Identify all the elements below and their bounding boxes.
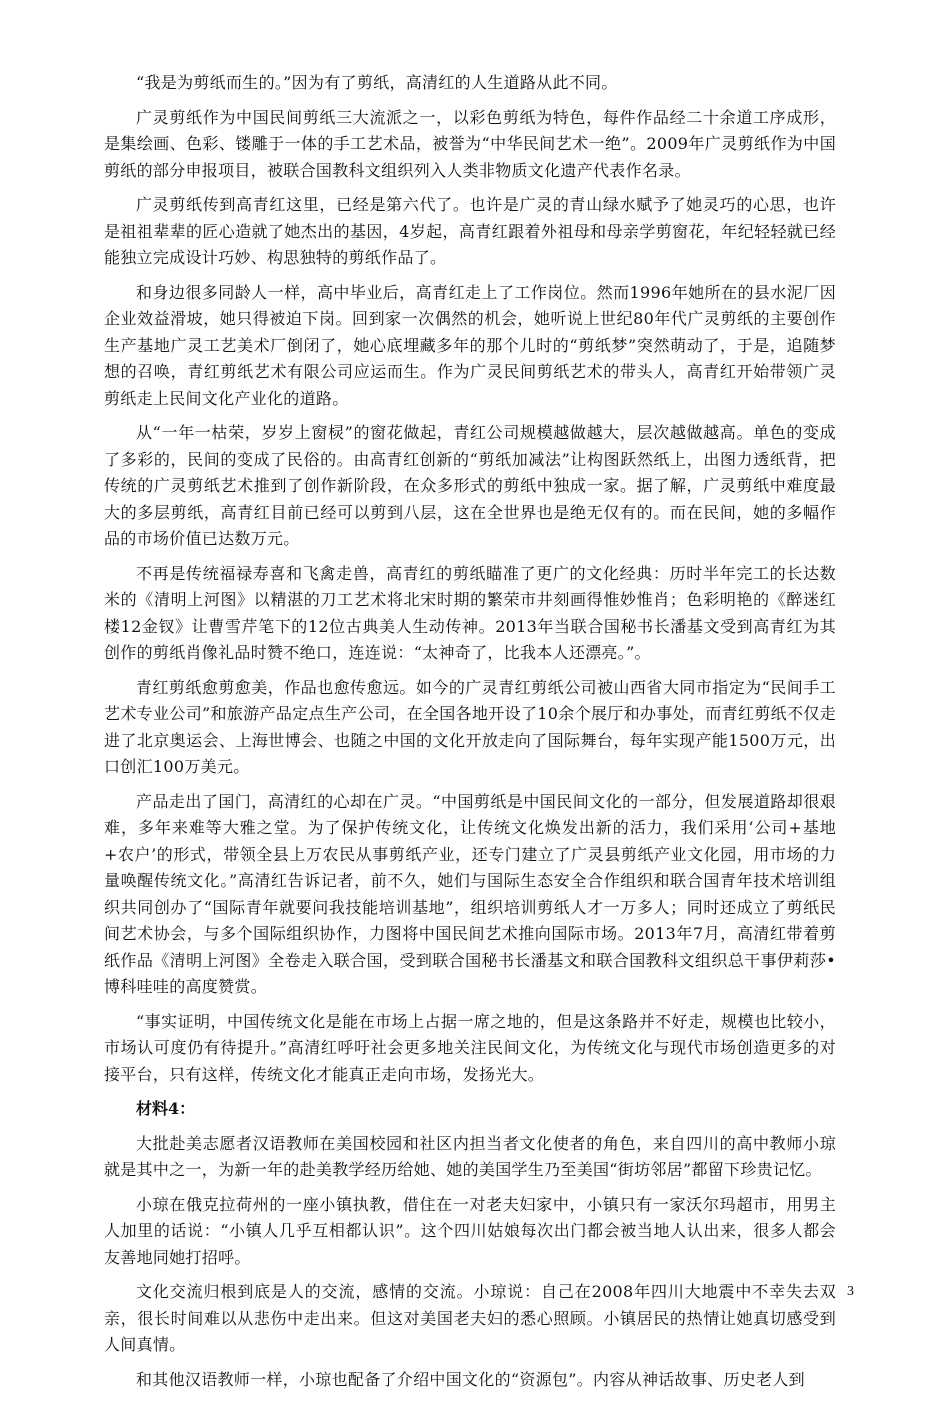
paragraph: 广灵剪纸作为中国民间剪纸三大流派之一，以彩色剪纸为特色，每件作品经二十余道工序成形，是集绘画、色彩、镂雕于一体的手工艺术品，被誉为“中华民间艺术一绝”。2009年广灵剪纸作为中国剪纸的部分申报项目，被联合国教科文组织列入人类非物质文化遗产代表作名录。 <box>104 107 836 180</box>
paragraph: 小琼在俄克拉荷州的一座小镇执教，借住在一对老夫妇家中，小镇只有一家沃尔玛超市，用男主人加里的话说：“小镇人几乎互相都认识”。这个四川姑娘每次出门都会被当地人认出来，很多人都会友善地同她打招呼。 <box>104 1194 836 1267</box>
paragraph: 青红剪纸愈剪愈美，作品也愈传愈远。如今的广灵青红剪纸公司被山西省大同市指定为“民间手工艺术专业公司”和旅游产品定点生产公司，在全国各地开设了10余个展厅和办事处，而青红剪纸不仅走进了北京奥运会、上海世博会、也随之中国的文化开放走向了国际舞台，每年实现产能1500万元，出口创汇100万美元。 <box>104 677 836 776</box>
paragraph: 文化交流归根到底是人的交流，感情的交流。小琼说：自己在2008年四川大地震中不幸失去双亲，很长时间难以从悲伤中走出来。但这对美国老夫妇的悉心照顾。小镇居民的热情让她真切感受到人间真情。 <box>104 1282 836 1354</box>
paragraph: 广灵剪纸传到高青红这里，已经是第六代了。也许是广灵的青山绿水赋予了她灵巧的心思，也许是祖祖辈辈的匠心造就了她杰出的基因，4岁起，高青红跟着外祖母和母亲学剪窗花，年纪轻轻就已经能独立完成设计巧妙、构思独特的剪纸作品了。 <box>104 195 836 267</box>
paragraph: “事实证明，中国传统文化是能在市场上占据一席之地的，但是这条路并不好走，规模也比较小，市场认可度仍有待提升。”高清红呼吁社会更多地关注民间文化，为传统文化与现代市场创造更多的对接平台，只有这样，传统文化才能真正走向市场，发扬光大。 <box>104 1011 836 1084</box>
section-heading: 材料4： <box>136 1099 196 1118</box>
paragraph: 和身边很多同龄人一样，高中毕业后，高青红走上了工作岗位。然而1996年她所在的县水泥厂因企业效益滑坡，她只得被迫下岗。回到家一次偶然的机会，她听说上世纪80年代广灵剪纸的主要创作生产基地广灵工艺美术厂倒闭了，她心底埋藏多年的那个儿时的“剪纸梦”突然萌动了，于是，追随梦想的召唤，青红剪纸艺术有限公司应运而生。作为广灵民间剪纸艺术的带头人，高青红开始带领广灵剪纸走上民间文化产业化的道路。 <box>104 282 836 408</box>
paragraph: 产品走出了国门，高清红的心却在广灵。“中国剪纸是中国民间文化的一部分，但发展道路却很艰难，多年来难等大雅之堂。为了保护传统文化，让传统文化焕发出新的活力，我们采用‘公司+基地+农户’的形式，带领全县上万农民从事剪纸产业，还专门建立了广灵县剪纸产业文化园，用市场的力量唤醒传统文化。”高清红告诉记者，前不久，她们与国际生态安全合作组织和联合国青年技术培训组织共同创办了“国际青年就要问我技能培训基地”，组织培训剪纸人才一万多人；同时还成立了剪纸民间艺术协会，与多个国际组织协作，力图将中国民间艺术推向国际市场。2013年7月，高清红带着剪纸作品《清明上河图》全卷走入联合国，受到联合国秘书长潘基文和联合国教科文组织总干事伊莉莎•博科哇哇的高度赞赏。 <box>104 791 836 996</box>
page-number: 3 <box>847 1284 854 1299</box>
document-body <box>104 70 836 1401</box>
paragraph: 大批赴美志愿者汉语教师在美国校园和社区内担当者文化使者的角色，来自四川的高中教师小琼就是其中之一，为新一年的赴美教学经历给她、她的美国学生乃至美国“街坊邻居”都留下珍贵记忆。 <box>104 1133 836 1179</box>
paragraph: 从“一年一枯荣，岁岁上窗棂”的窗花做起，青红公司规模越做越大，层次越做越高。单色的变成了多彩的，民间的变成了民俗的。由高青红创新的“剪纸加减法”让构图跃然纸上，出图力透纸背，把传统的广灵剪纸艺术推到了创作新阶段，在众多形式的剪纸中独成一家。据了解，广灵剪纸中难度最大的多层剪纸，高青红目前已经可以剪到八层，这在全世界也是绝无仅有的。而在民间，她的多幅作品的市场价值已达数万元。 <box>104 423 836 548</box>
paragraph: 不再是传统福禄寿喜和飞禽走兽，高青红的剪纸瞄准了更广的文化经典：历时半年完工的长达数米的《清明上河图》以精湛的刀工艺术将北宋时期的繁荣市井刻画得惟妙惟肖；色彩明艳的《醉迷红楼12金钗》让曹雪芹笔下的12位古典美人生动传神。2013年当联合国秘书长潘基文受到高青红为其创作的剪纸肖像礼品时赞不绝口，连连说：“太神奇了，比我本人还漂亮。”。 <box>104 563 836 662</box>
paragraph: “我是为剪纸而生的。”因为有了剪纸，高清红的人生道路从此不同。 <box>136 73 618 92</box>
paragraph: 和其他汉语教师一样，小琼也配备了介绍中国文化的“资源包”。内容从神话故事、历史老人到 <box>136 1369 805 1389</box>
